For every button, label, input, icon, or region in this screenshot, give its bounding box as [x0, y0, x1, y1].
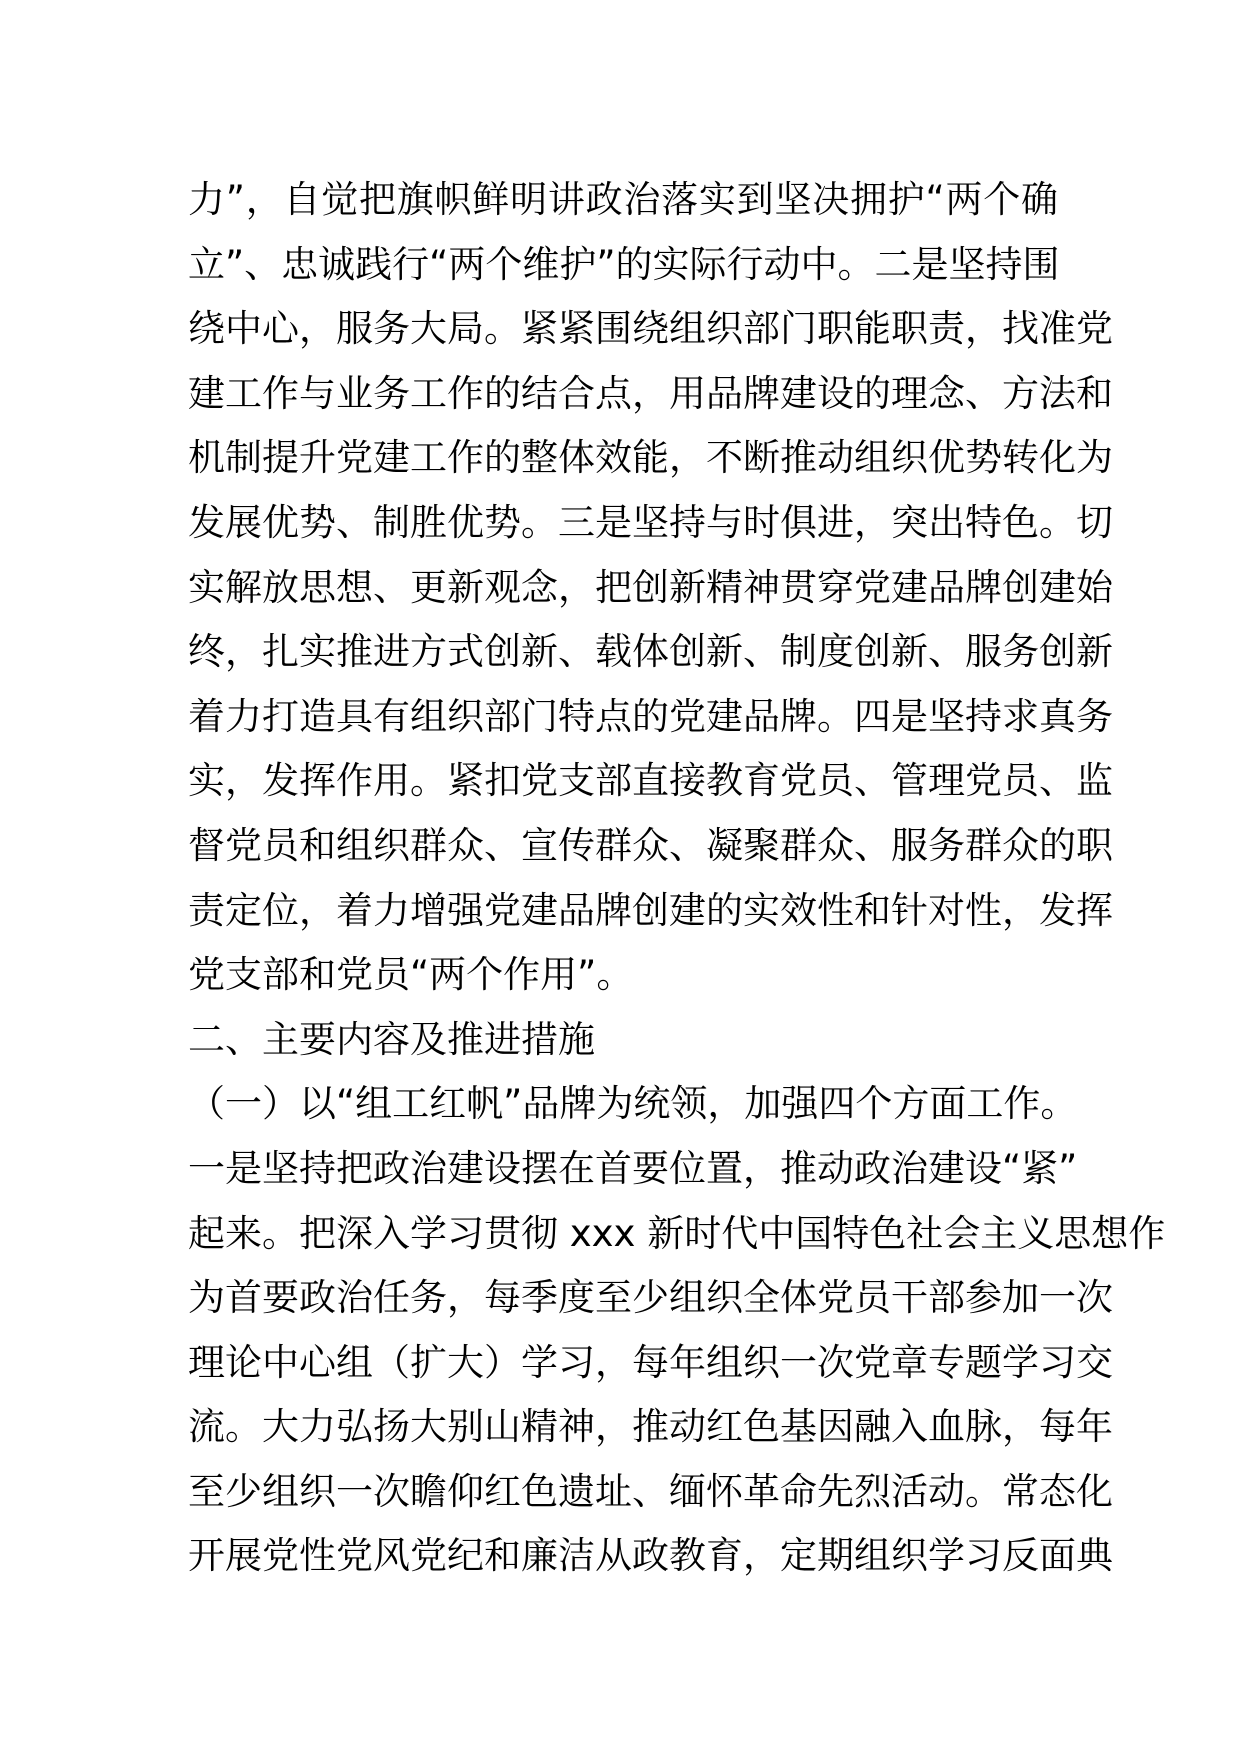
text-line-7: 实解放思想、更新观念，把创新精神贯穿党建品牌创建始: [188, 565, 1113, 609]
text-line-1: 力”，自觉把旗帜鲜明讲政治落实到坚决拥护“两个确: [188, 178, 1058, 221]
text-line-5: 机制提升党建工作的整体效能，不断推动组织优势转化为: [188, 436, 1113, 480]
text-line-22: 开展党性党风党纪和廉洁从政教育，定期组织学习反面典: [188, 1534, 1113, 1578]
body-text: [188, 168, 1166, 1589]
subsection-heading: （一）以“组工红帆”品牌为统领，加强四个方面工作。: [188, 1082, 1078, 1126]
text-line-16: 一是坚持把政治建设摆在首要位置，推动政治建设“紧”: [188, 1146, 1078, 1190]
text-line-17: 起来。把深入学习贯彻 xxx 新时代中国特色社会主义思想作: [188, 1211, 1166, 1255]
text-line-21: 至少组织一次瞻仰红色遗址、缅怀革命先烈活动。常态化: [188, 1469, 1113, 1513]
text-line-6: 发展优势、制胜优势。三是坚持与时俱进，突出特色。切: [188, 500, 1113, 544]
text-line-8: 终，扎实推进方式创新、载体创新、制度创新、服务创新: [188, 630, 1113, 674]
text-line-19: 理论中心组（扩大）学习，每年组织一次党章专题学习交: [188, 1340, 1113, 1384]
text-line-2: 立”、忠诚践行“两个维护”的实际行动中。二是坚持围: [188, 242, 1060, 286]
text-line-20: 流。大力弘扬大别山精神，推动红色基因融入血脉，每年: [188, 1405, 1113, 1449]
text-line-18: 为首要政治任务，每季度至少组织全体党员干部参加一次: [188, 1276, 1113, 1320]
section-heading: 二、主要内容及推进措施: [188, 1017, 595, 1061]
text-line-12: 责定位，着力增强党建品牌创建的实效性和针对性，发挥: [188, 888, 1113, 932]
text-line-9: 着力打造具有组织部门特点的党建品牌。四是坚持求真务: [188, 694, 1113, 738]
text-line-10: 实，发挥作用。紧扣党支部直接教育党员、管理党员、监: [188, 759, 1113, 803]
text-line-3: 绕中心，服务大局。紧紧围绕组织部门职能职责，找准党: [188, 307, 1113, 351]
text-line-4: 建工作与业务工作的结合点，用品牌建设的理念、方法和: [188, 371, 1113, 415]
text-line-11: 督党员和组织群众、宣传群众、凝聚群众、服务群众的职: [188, 823, 1113, 867]
text-line-13: 党支部和党员“两个作用”。: [188, 953, 634, 997]
